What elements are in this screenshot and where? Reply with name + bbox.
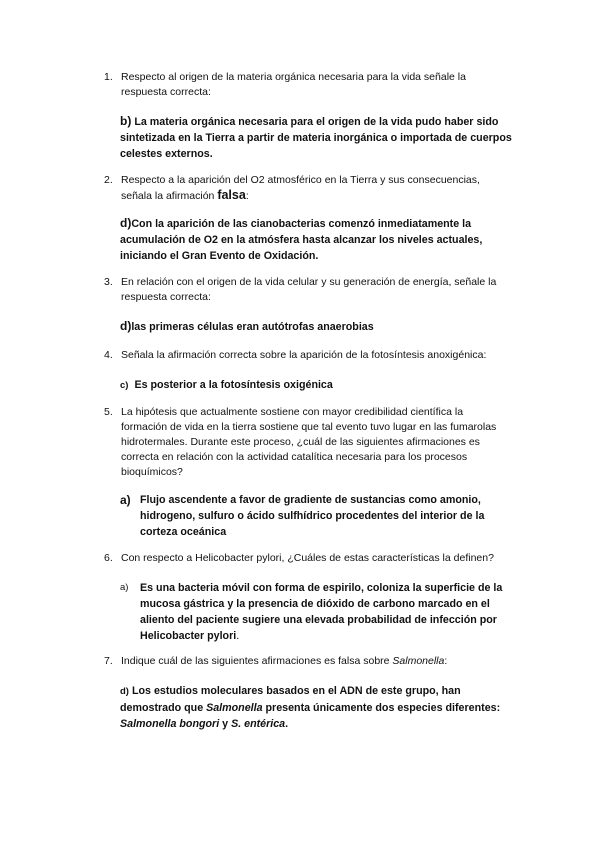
answer-text: Flujo ascendente a favor de gradiente de sustancias como amonio, hidrogeno, sulfuro o ácido sulfhídrico procedentes del interior de la corteza oceánica: [140, 494, 485, 538]
answer-2: [120, 215, 515, 264]
question-text: Respecto a la aparición del O2 atmosférico en la Tierra y sus consecuencias, señala la afirmación falsa:: [121, 174, 480, 202]
question-text: Respecto al origen de la materia orgánica necesaria para la vida señale la respuesta correcta:: [121, 71, 466, 98]
question-text: En relación con el origen de la vida celular y su generación de energía, señale la respuesta correcta:: [121, 276, 497, 303]
question-number: 4.: [104, 349, 113, 361]
answer-text: Los estudios moleculares basados en el ADN de este grupo, han demostrado que Salmonella presenta únicamente dos especies diferentes: Salmonella bongori y S. entérica.: [120, 685, 501, 730]
answer-7: [120, 683, 515, 732]
question-number: 5.: [104, 406, 113, 418]
answer-1: [120, 113, 515, 162]
question-number: 6.: [104, 552, 113, 564]
question-text: Con respecto a Helicobacter pylori, ¿Cuáles de estas características la definen?: [121, 552, 494, 564]
italic-species: Salmonella: [392, 655, 445, 667]
answer-letter: d): [120, 686, 129, 697]
answer-6: [120, 580, 515, 644]
question-text: Indique cuál de las siguientes afirmaciones es falsa sobre Salmonella:: [121, 655, 448, 667]
question-number: 2.: [104, 174, 113, 186]
answer-text: las primeras células eran autótrofas anaerobias: [131, 321, 374, 333]
answer-4: [120, 377, 515, 394]
answer-letter: c): [120, 380, 129, 391]
answer-letter: a): [120, 493, 131, 507]
answer-letter: d): [120, 216, 132, 230]
answer-5: [120, 492, 515, 540]
question-number: 3.: [104, 276, 113, 288]
answer-letter: b): [120, 114, 132, 128]
question-number: 1.: [104, 71, 113, 83]
answer-letter: a): [120, 582, 129, 593]
answer-text: La materia orgánica necesaria para el origen de la vida pudo haber sido sintetizada en la Tierra a partir de materia inorgánica o importada de cuerpos celestes externos.: [120, 116, 512, 160]
answer-text: Es posterior a la fotosíntesis oxigénica: [134, 379, 333, 391]
answer-letter: d): [120, 319, 132, 333]
question-text: La hipótesis que actualmente sostiene con mayor credibilidad científica la formación de vida en la tierra sostiene que tal evento tuvo lugar en las fumarolas hidrotermales. Durante este proceso, ¿cuál de las siguientes afirmaciones es correcta en relación con la actividad catalítica necesaria para los procesos bioquímicos?: [121, 406, 497, 478]
emphasis-falsa: falsa: [217, 188, 246, 202]
question-number: 7.: [104, 655, 113, 667]
answer-text: Es una bacteria móvil con forma de espirilo, coloniza la superficie de la mucosa gástrica y la presencia de dióxido de carbono marcado en el aliento del paciente sugiere una elevada probabilidad de infección por Helicobacter pylori.: [140, 582, 503, 642]
answer-text: Con la aparición de las cianobacterias comenzó inmediatamente la acumulación de O2 en la atmósfera hasta alcanzar los niveles actuales, iniciando el Gran Evento de Oxidación.: [120, 218, 483, 262]
answer-3: [120, 318, 515, 335]
question-text: Señala la afirmación correcta sobre la aparición de la fotosíntesis anoxigénica:: [121, 349, 487, 361]
